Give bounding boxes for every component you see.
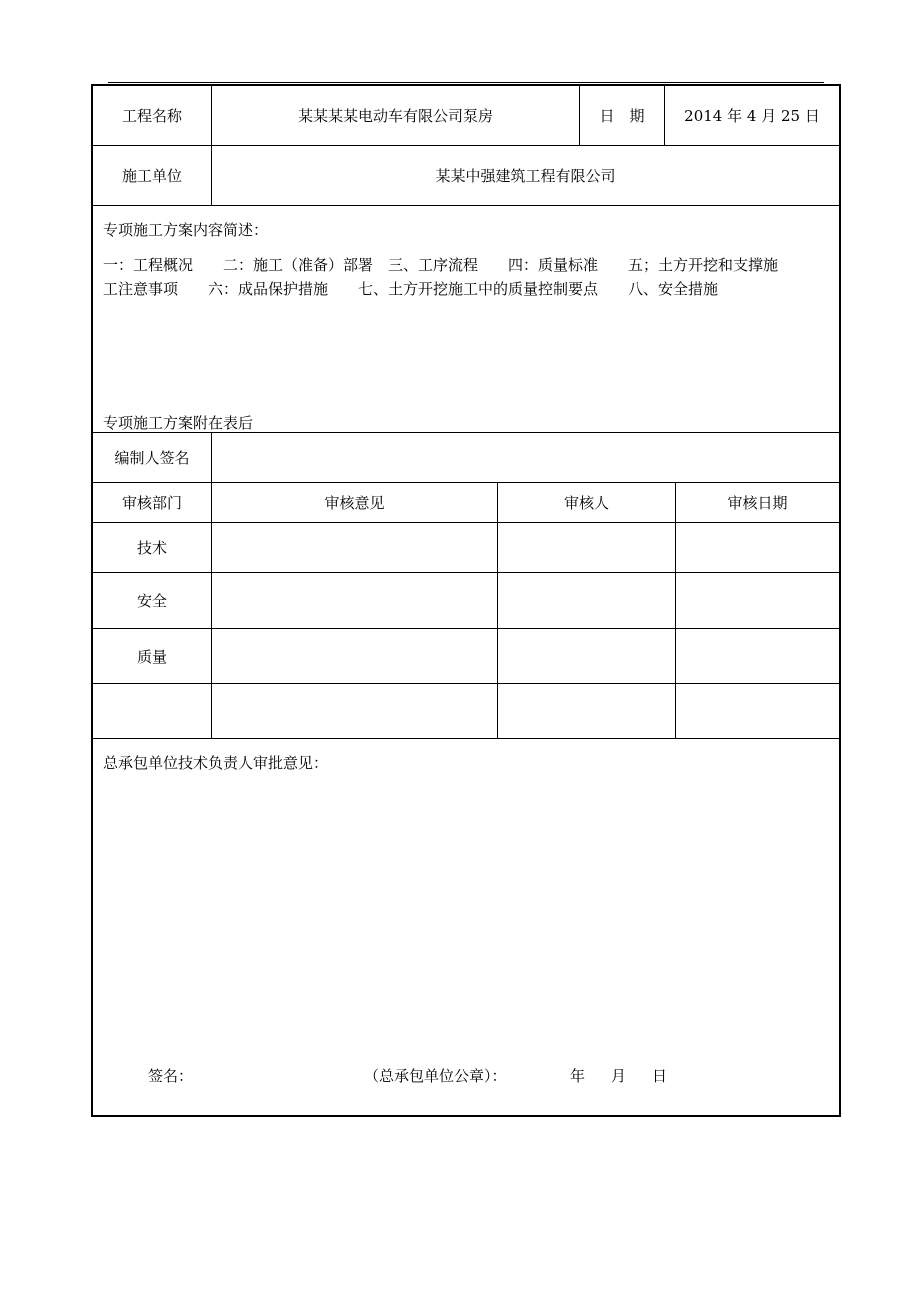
review-row-reviewer-field[interactable]: [498, 629, 675, 683]
project-name-label: 工程名称: [121, 107, 182, 125]
review-row-reviewer-field[interactable]: [498, 684, 675, 738]
rule-after-unit-row: [93, 205, 839, 206]
review-row-date-field[interactable]: [676, 523, 839, 572]
review-row-opinion-field[interactable]: [212, 523, 497, 572]
review-row-reviewer-field[interactable]: [498, 523, 675, 572]
review-header-date: 审核日期: [727, 494, 788, 512]
date-value[interactable]: 2014 年 4 月 25 日: [684, 107, 820, 125]
review-row-reviewer-field[interactable]: [498, 573, 675, 628]
plan-summary-line-2: 工注意事项 六：成品保护措施 七、土方开挖施工中的质量控制要点 八、安全措施: [103, 280, 719, 298]
review-row-date-field[interactable]: [676, 573, 839, 628]
plan-summary-heading: 专项施工方案内容简述：: [103, 221, 269, 239]
review-row-opinion-field[interactable]: [212, 684, 497, 738]
approval-heading: 总承包单位技术负责人审批意见：: [103, 754, 329, 772]
review-header-opinion: 审核意见: [324, 494, 385, 512]
review-row-department: 技术: [136, 539, 167, 557]
review-row-date-field[interactable]: [676, 684, 839, 738]
approval-day-label: 日: [652, 1067, 668, 1085]
page-top-rule: [108, 82, 824, 83]
review-row-department: 安全: [136, 592, 167, 610]
approval-year-label: 年: [570, 1067, 586, 1085]
review-row-department: 质量: [136, 647, 167, 666]
review-row-opinion-field[interactable]: [212, 573, 497, 628]
project-name-value[interactable]: 某某某某电动车有限公司泵房: [297, 107, 493, 125]
construction-unit-value[interactable]: 某某中强建筑工程有限公司: [435, 167, 616, 185]
date-label: 日 期: [599, 107, 645, 125]
compiler-sign-label: 编制人签名: [114, 449, 190, 467]
review-header-reviewer: 审核人: [563, 494, 609, 512]
plan-attached-note: 专项施工方案附在表后: [103, 414, 254, 432]
approval-seal-label: （总承包单位公章）：: [364, 1067, 507, 1085]
approval-signature-label: 签名：: [148, 1067, 194, 1085]
plan-summary-line-1: 一：工程概况 二：施工（准备）部署 三、工序流程 四：质量标准 五；土方开挖和支撑施: [103, 256, 779, 274]
review-header-department: 审核部门: [121, 494, 182, 512]
rule-after-review-row-4: [93, 738, 839, 739]
construction-unit-label: 施工单位: [121, 167, 182, 185]
review-row-opinion-field[interactable]: [212, 629, 497, 683]
review-row-department[interactable]: [93, 684, 211, 738]
approval-month-label: 月: [611, 1067, 627, 1085]
construction-plan-approval-form: [91, 84, 841, 1117]
compiler-sign-field[interactable]: [212, 433, 839, 482]
review-row-date-field[interactable]: [676, 629, 839, 683]
